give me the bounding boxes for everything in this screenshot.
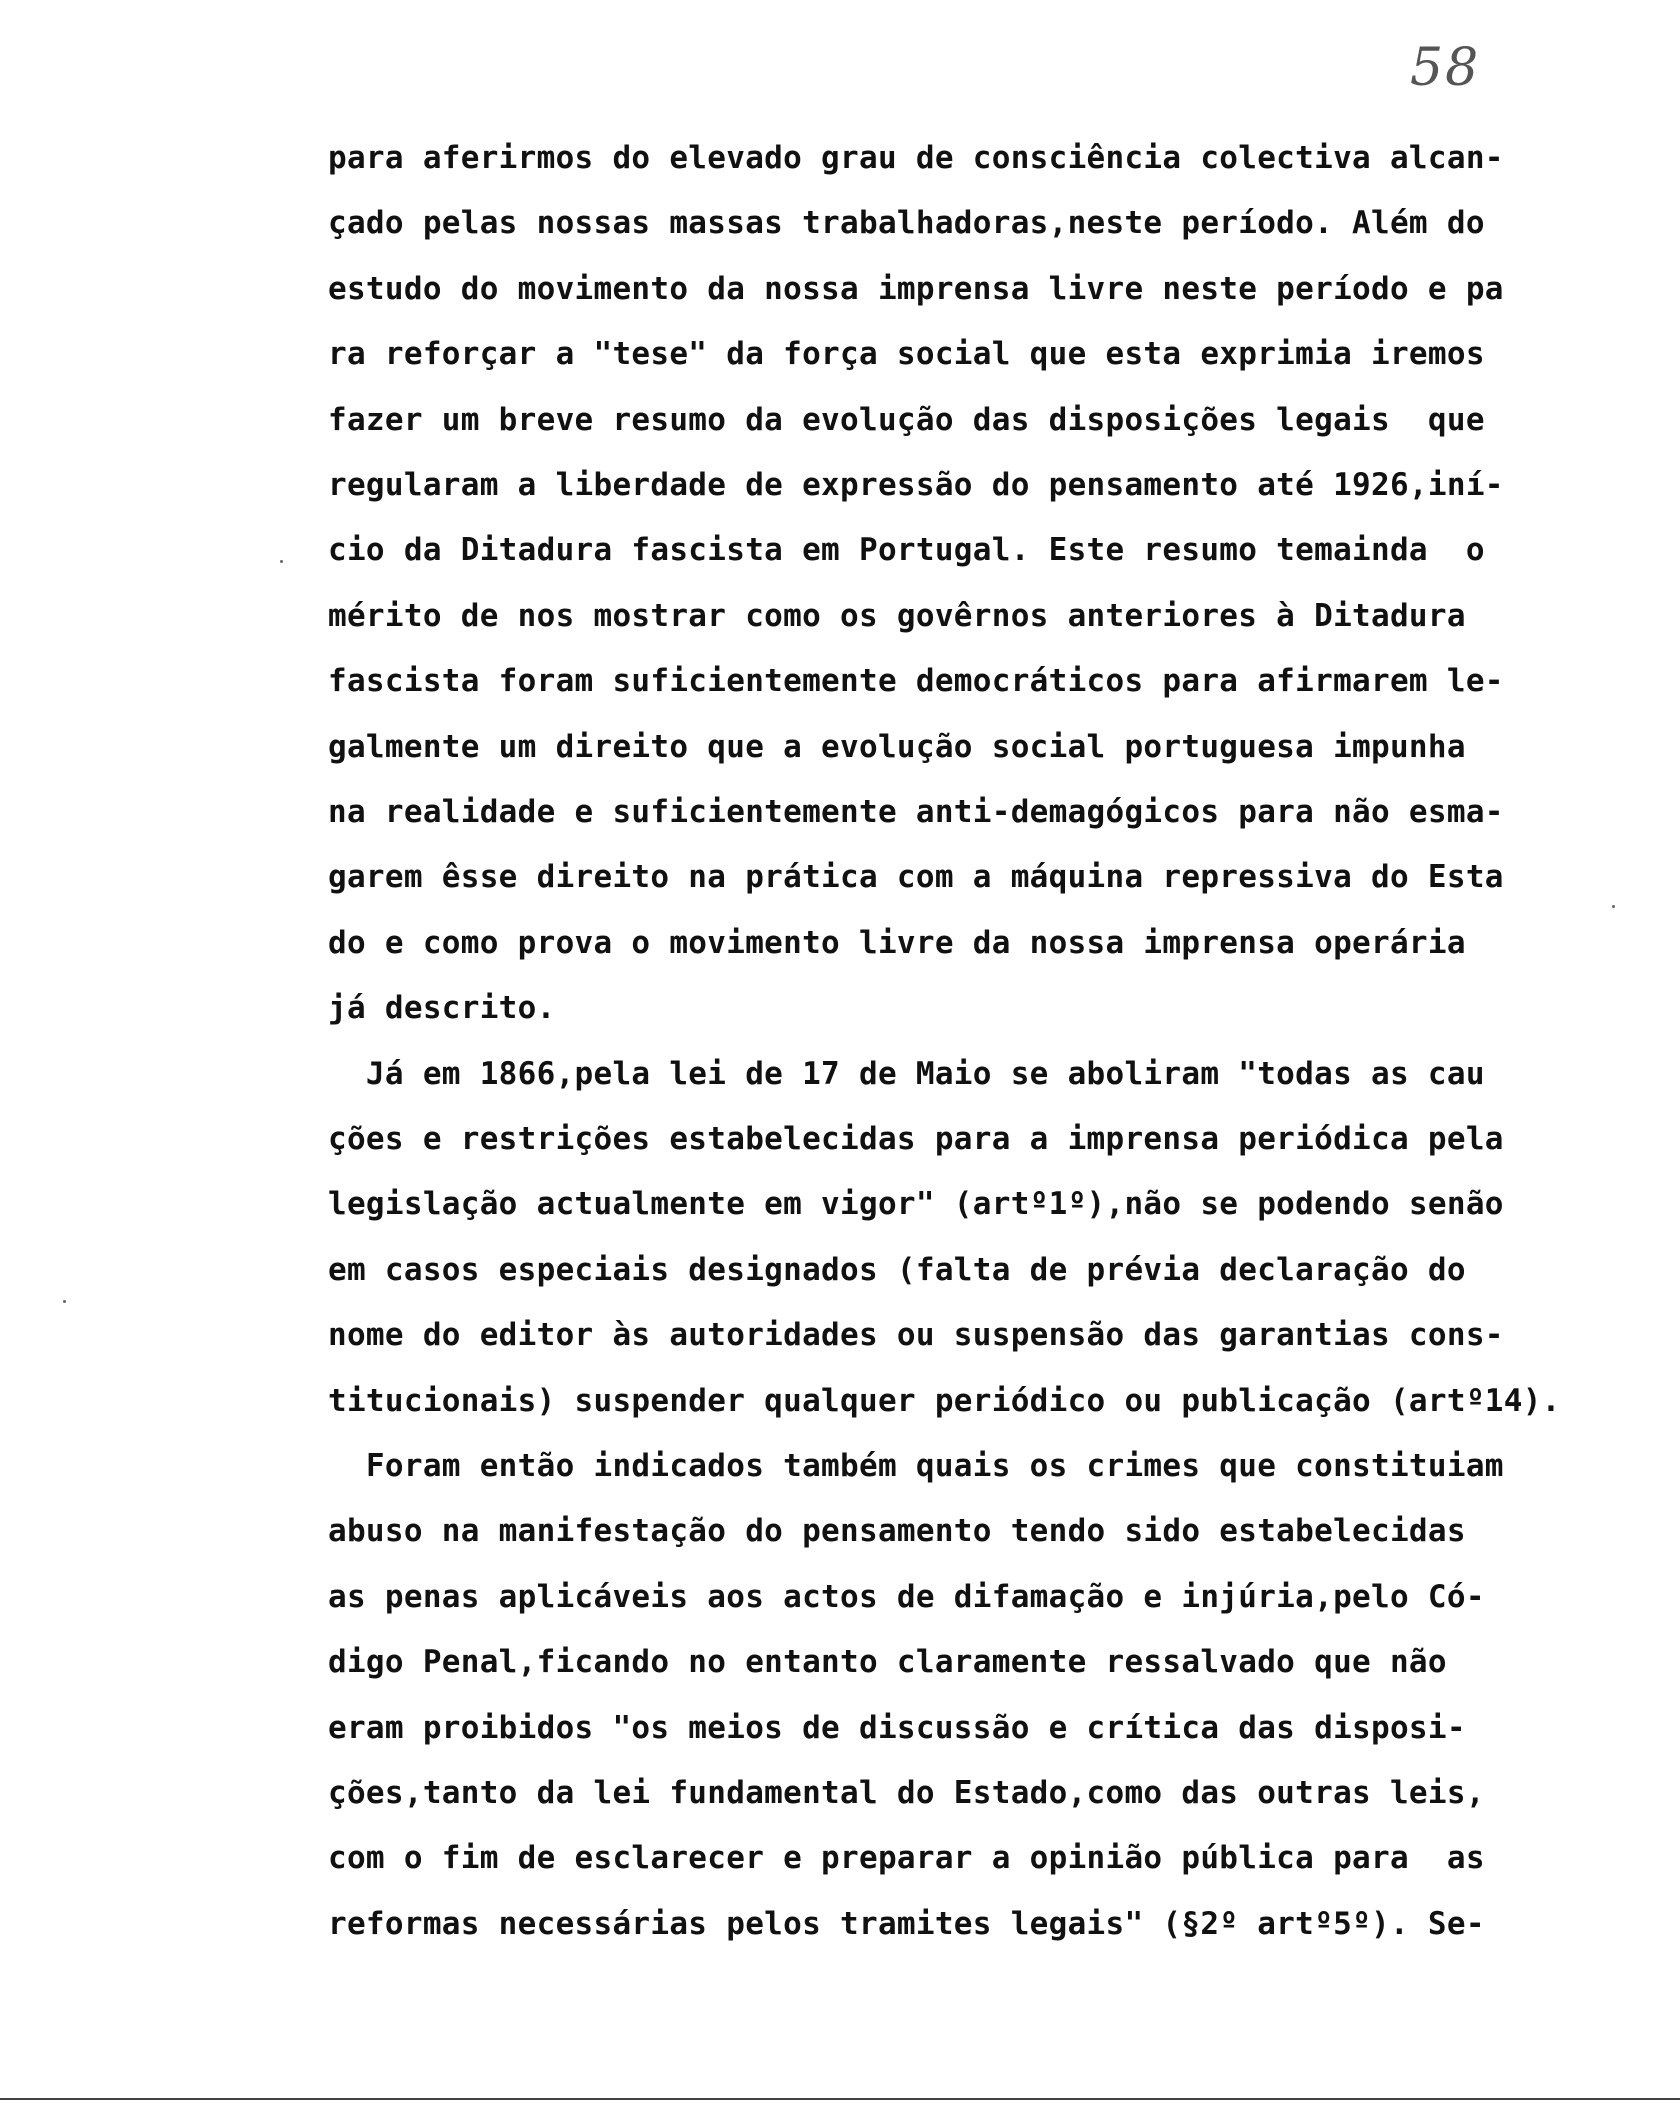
- text-line: fascista foram suficientemente democráticos para afirmarem le-: [328, 663, 1504, 699]
- scan-speck: [1612, 905, 1615, 908]
- text-line: as penas aplicáveis aos actos de difamação e injúria,pelo Có-: [328, 1579, 1485, 1615]
- text-line: mérito de nos mostrar como os govêrnos anteriores à Ditadura: [328, 598, 1466, 634]
- text-line: legislação actualmente em vigor" (artº1º),não se podendo senão: [328, 1186, 1504, 1222]
- page-number: 58: [1410, 38, 1481, 98]
- text-line: do e como prova o movimento livre da nossa imprensa operária: [328, 925, 1466, 961]
- text-line: reformas necessárias pelos tramites legais" (§2º artº5º). Se-: [328, 1906, 1485, 1942]
- text-line: Já em 1866,pela lei de 17 de Maio se aboliram "todas as cau: [328, 1056, 1485, 1092]
- text-line: ra reforçar a "tese" da força social que esta exprimia iremos: [328, 336, 1485, 372]
- page-bottom-edge: [0, 2098, 1680, 2100]
- text-line: já descrito.: [328, 990, 556, 1026]
- text-line: galmente um direito que a evolução social portuguesa impunha: [328, 729, 1466, 765]
- text-line: ções e restrições estabelecidas para a imprensa periódica pela: [328, 1121, 1504, 1157]
- text-line: com o fim de esclarecer e preparar a opinião pública para as: [328, 1840, 1485, 1876]
- text-line: çado pelas nossas massas trabalhadoras,neste período. Além do: [328, 205, 1485, 241]
- text-line: Foram então indicados também quais os crimes que constituiam: [328, 1448, 1504, 1484]
- text-line: cio da Ditadura fascista em Portugal. Este resumo temainda o: [328, 532, 1485, 568]
- text-line: eram proibidos "os meios de discussão e crítica das disposi-: [328, 1710, 1466, 1746]
- text-line: fazer um breve resumo da evolução das disposições legais que: [328, 402, 1485, 438]
- text-line: ções,tanto da lei fundamental do Estado,como das outras leis,: [328, 1775, 1485, 1811]
- text-line: digo Penal,ficando no entanto claramente ressalvado que não: [328, 1644, 1447, 1680]
- text-line: em casos especiais designados (falta de prévia declaração do: [328, 1252, 1466, 1288]
- text-line: garem êsse direito na prática com a máquina repressiva do Esta: [328, 859, 1504, 895]
- text-line: para aferirmos do elevado grau de consciência colectiva alcan-: [328, 140, 1504, 176]
- text-line: estudo do movimento da nossa imprensa livre neste período e pa: [328, 271, 1504, 307]
- text-line: na realidade e suficientemente anti-demagógicos para não esma-: [328, 794, 1504, 830]
- text-line: nome do editor às autoridades ou suspensão das garantias cons-: [328, 1317, 1504, 1353]
- text-line: titucionais) suspender qualquer periódico ou publicação (artº14).: [328, 1383, 1561, 1419]
- text-line: abuso na manifestação do pensamento tendo sido estabelecidas: [328, 1513, 1466, 1549]
- text-line: regularam a liberdade de expressão do pensamento até 1926,iní-: [328, 467, 1504, 503]
- scan-speck: [63, 1300, 66, 1303]
- scan-speck: [280, 560, 283, 563]
